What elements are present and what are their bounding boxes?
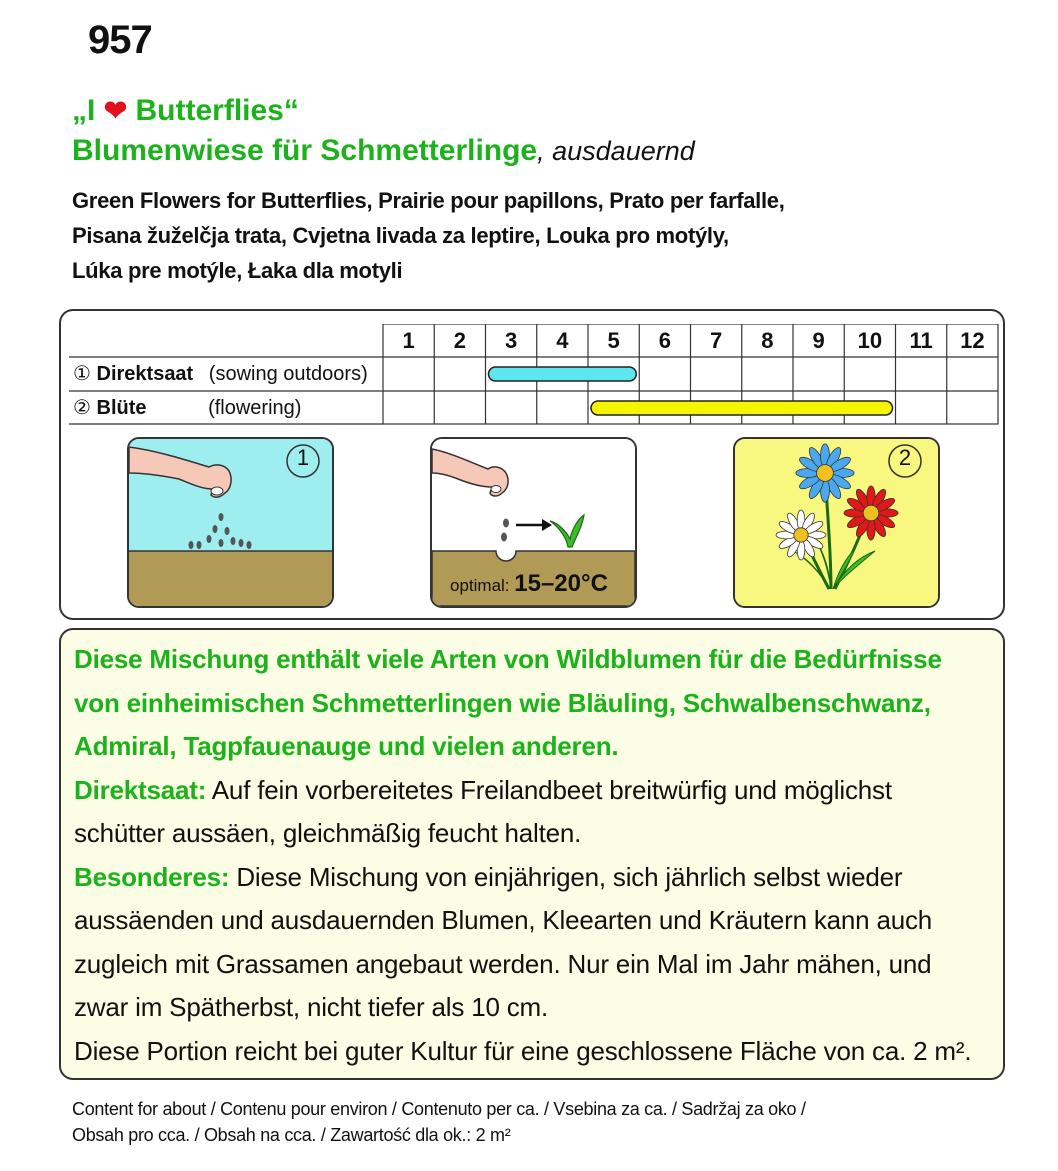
direktsaat-line: schütter aussäen, gleichmäßig feucht halten. bbox=[74, 818, 582, 848]
flowering-panel bbox=[733, 437, 940, 608]
month-label: 6 bbox=[658, 328, 671, 353]
title-subtitle: , ausdauernd bbox=[537, 136, 695, 166]
month-label: 2 bbox=[453, 328, 466, 353]
direktsaat-label: Direktsaat: bbox=[74, 774, 207, 805]
row-direktsaat bbox=[73, 359, 368, 389]
intro-line: Admiral, Tagpfauenauge und vielen anderen. bbox=[74, 731, 619, 761]
direktsaat-line bbox=[74, 769, 994, 813]
description-box bbox=[59, 628, 1005, 1080]
month-label: 9 bbox=[812, 328, 825, 353]
footer-line: Obsah pro cca. / Obsah na cca. / Zawartość dla ok.: 2 m² bbox=[72, 1125, 511, 1145]
title-prefix: „I bbox=[72, 94, 96, 127]
besonderes-label: Besonderes: bbox=[74, 861, 230, 892]
title-main: Blumenwiese für Schmetterlinge bbox=[72, 134, 538, 167]
row-label: Blüte bbox=[96, 397, 147, 419]
row-marker: ② bbox=[73, 397, 91, 419]
description-text bbox=[74, 638, 994, 1073]
besonderes-line: aussäenden und ausdauernden Blumen, Kleearten und Kräutern kann auch bbox=[74, 905, 933, 935]
besonderes-text: Diese Mischung von einjährigen, sich jährlich selbst wieder bbox=[229, 861, 903, 892]
month-label: 7 bbox=[710, 328, 723, 353]
month-label: 10 bbox=[857, 328, 883, 353]
footer bbox=[72, 1096, 806, 1148]
month-label: 1 bbox=[402, 328, 415, 353]
besonderes-line: zwar im Spätherbst, nicht tiefer als 10 cm. bbox=[74, 992, 549, 1022]
month-label: 4 bbox=[556, 328, 569, 353]
translation-line: Pisana žuželčja trata, Cvjetna livada za leptire, Louka pro motýly, bbox=[72, 223, 729, 248]
month-label: 8 bbox=[761, 328, 774, 353]
panel-marker: 1 bbox=[296, 445, 310, 470]
optimal-temp: 15–20°C bbox=[514, 570, 608, 597]
title-line-2 bbox=[72, 134, 695, 168]
sowing-panel bbox=[127, 437, 334, 608]
translations bbox=[72, 183, 785, 288]
period-bar bbox=[489, 367, 637, 381]
row-marker: ① bbox=[73, 363, 91, 385]
month-label: 12 bbox=[960, 328, 985, 353]
row-label: Direktsaat bbox=[96, 363, 194, 385]
intro-line: von einheimischen Schmetterlingen wie Bläuling, Schwalbenschwanz, bbox=[74, 687, 931, 718]
heart-icon: ❤ bbox=[103, 95, 128, 126]
month-label: 3 bbox=[505, 328, 518, 353]
sowing-calendar bbox=[59, 309, 1005, 620]
footer-line: Content for about / Contenu pour environ / Contenuto per ca. / Vsebina za ca. / Sadržaj za oko / bbox=[72, 1099, 806, 1119]
month-label: 5 bbox=[607, 328, 620, 353]
row-note: (sowing outdoors) bbox=[208, 363, 368, 385]
panel-marker: 2 bbox=[898, 445, 912, 470]
portion-line: Diese Portion reicht bei guter Kultur für eine geschlossene Fläche von ca. 2 m². bbox=[74, 1035, 972, 1066]
germination-panel bbox=[430, 437, 637, 608]
month-label: 11 bbox=[909, 328, 933, 353]
besonderes-line: zugleich mit Grassamen angebaut werden. Nur ein Mal im Jahr mähen, und bbox=[74, 948, 932, 979]
translation-line: Green Flowers for Butterflies, Prairie pour papillons, Prato per farfalle, bbox=[72, 188, 785, 213]
direktsaat-text: Auf fein vorbereitetes Freilandbeet breitwürfig und möglichst bbox=[206, 774, 892, 805]
optimal-temperature bbox=[450, 570, 608, 598]
besonderes-line bbox=[74, 856, 994, 900]
item-number: 957 bbox=[88, 18, 152, 62]
title-line-1 bbox=[72, 94, 299, 128]
title-suffix: Butterflies“ bbox=[135, 94, 299, 127]
intro-line: Diese Mischung enthält viele Arten von Wildblumen für die Bedürfnisse bbox=[74, 644, 942, 674]
period-bar bbox=[591, 401, 893, 415]
row-bluete bbox=[73, 393, 301, 423]
row-note: (flowering) bbox=[208, 397, 302, 419]
optimal-label: optimal: bbox=[450, 576, 510, 595]
translation-line: Lúka pre motýle, Łaka dla motyli bbox=[72, 258, 403, 283]
